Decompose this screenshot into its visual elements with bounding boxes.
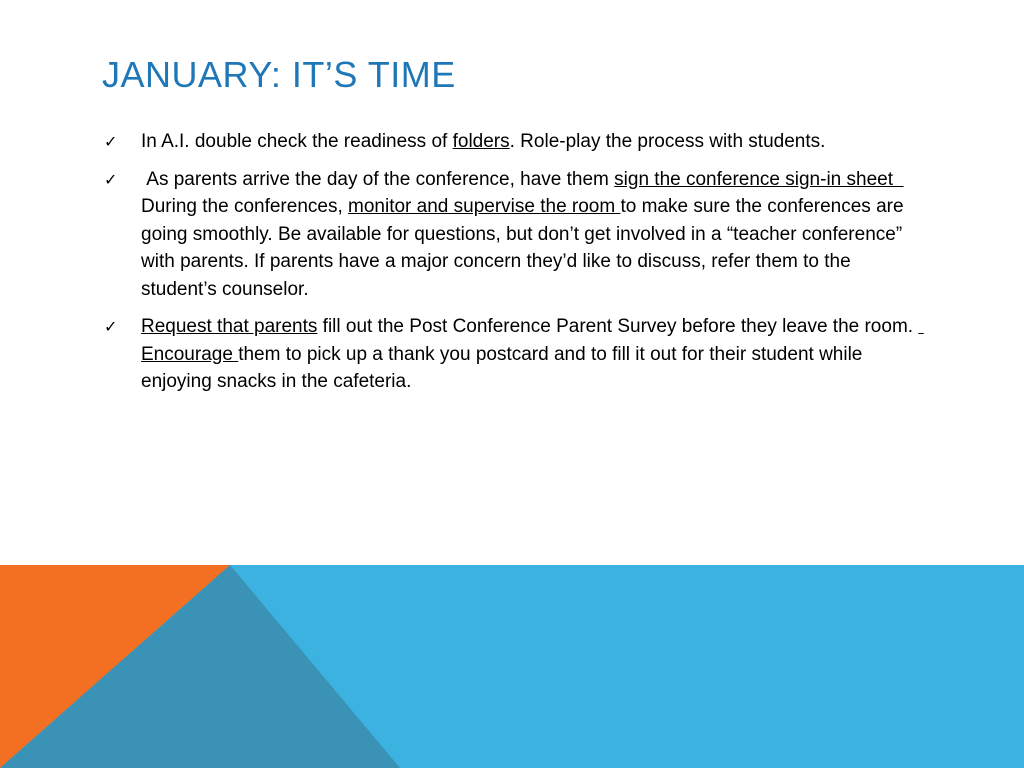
slide-title: JANUARY: IT’S TIME [102,54,456,95]
check-icon: ✓ [104,169,118,189]
underlined-text: folders [452,131,510,152]
bullet-item [104,128,924,156]
bullet-text: In A.I. double check the readiness of folders. Role-play the process with students. [141,131,826,152]
check-icon: ✓ [104,317,118,336]
bullet-list [104,128,924,406]
bullet-item [104,166,924,304]
underlined-text: Request that parents [141,316,318,337]
underlined-text: sign the conference sign-in sheet [614,168,904,190]
bullet-text: As parents arrive the day of the conference, have them sign the conference sign-in sheet During the conferences, monitor and supervise the room to make sure the conferences are going smoothly. Be available for questions, but don’t get involved in a “teacher conference” with parents. If parents have a major concern they’d like to discuss, refer them to the student’s counselor. [141,168,909,300]
footer-decoration [0,565,1024,768]
underlined-text: Encourage [141,316,924,365]
bullet-item [104,313,924,396]
check-icon: ✓ [104,132,118,151]
bullet-text: Request that parents fill out the Post Conference Parent Survey before they leave the room. Encourage them to pick up a thank you postcard and to fill it out for their student while enjoying snacks in the cafeteria. [141,316,924,392]
underlined-text: monitor and supervise the room [348,196,621,217]
